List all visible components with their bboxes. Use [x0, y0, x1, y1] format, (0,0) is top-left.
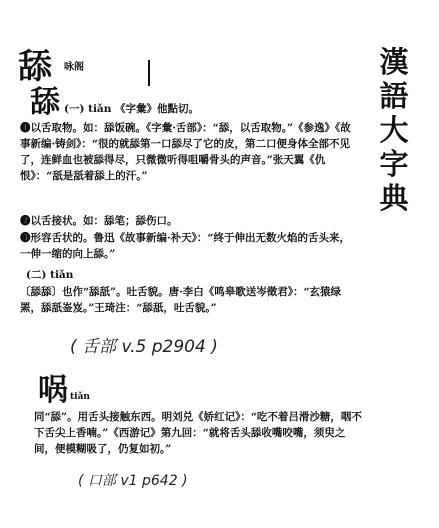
- entry2-headword: 㖞: [38, 373, 67, 408]
- book-title-char-4: 字: [379, 147, 409, 181]
- entry1-sense2-heading: (二) tiǎn: [26, 269, 74, 281]
- entry1-headword: 舔: [18, 47, 51, 87]
- book-title-char-5: 典: [379, 181, 409, 215]
- entry1-headword-note: 咏阁: [64, 62, 84, 73]
- entry1-sense1-heading: (一) tiǎn 《字彙》他點切。: [64, 103, 200, 115]
- entry1-def1-cont: 《参逸》《故事新编·铸剑》：“很的就舔第一口舔尽了它的皮，第二口便身体全部不见了，连鲜血也被舔得尽，只微微听得咀嚼骨头的声音。”张天翼《仇恨》：“舐是舐着舔上的汗。”: [20, 122, 351, 182]
- entry2-pinyin: tiǎn: [70, 392, 90, 402]
- entry1-def3: ❸形容舌状的。鲁迅《故事新编·补天》：“终于伸出无数火焰的舌头来，一伸一缩的向上舔。”: [20, 232, 350, 260]
- book-title-char-1: 漢: [379, 45, 409, 79]
- divider-line: [148, 60, 150, 86]
- book-title-char-3: 大: [379, 113, 409, 147]
- entry1-handwritten-note: ( 舌部 v.5 p2904 ): [70, 337, 218, 357]
- book-title-char-2: 語: [379, 79, 409, 113]
- entry1-sense2-text: 〔舔舔〕也作“舔舐”。吐舌貌。唐·李白《鸣皋歌送岑徵君》：“玄猿绿罴，舔舐崟岌。”王琦注：“舔舐，吐舌貌。”: [20, 286, 342, 314]
- book-title: [372, 45, 416, 215]
- entry1-def1-text: ❶以舌取物。如：舔饭碗。《字彙·舌部》：“舔，以舌取物。”: [20, 122, 293, 134]
- entry2-text: 同“舔”。用舌头接触东西。明刘兑《娇红记》：“吃不着吕滑沙糖，咽不下舌尖上香喃。”《西游记》第九回：“就将舌头舔收嘴咬嘴，须臾之间，便模糊吸了，仍复如初。”: [34, 411, 362, 455]
- entry2-handwritten-note: ( 口部 v1 p642 ): [78, 473, 188, 489]
- entry1-def2: ❷以舌接状。如：舔笔；舔伤口。: [20, 215, 178, 227]
- entry1-def1: [20, 120, 360, 184]
- entry1-headword-repeat: 舔: [30, 85, 59, 120]
